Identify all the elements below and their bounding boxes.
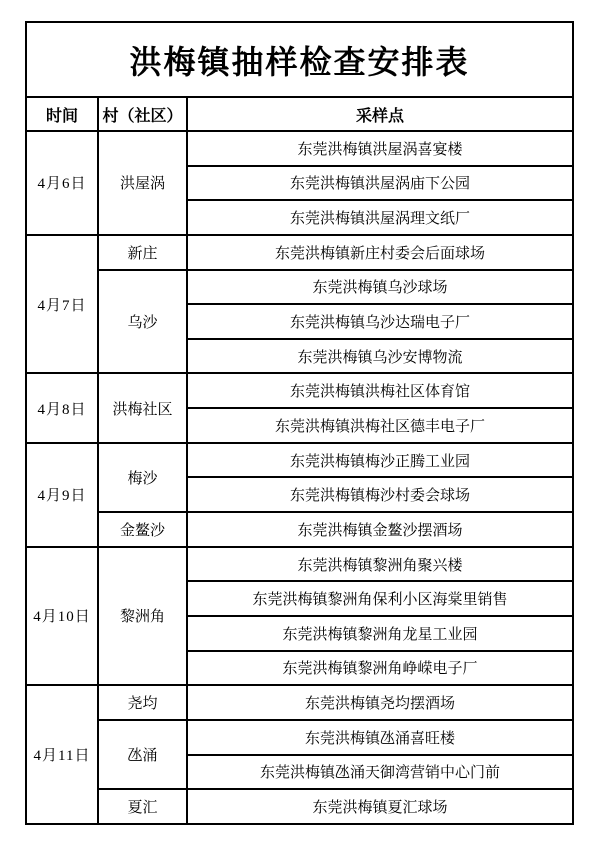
village-cell: 夏汇 <box>98 789 187 824</box>
date-cell: 4月8日 <box>26 373 98 442</box>
table-row <box>26 512 573 547</box>
village-cell: 黎洲角 <box>98 547 187 686</box>
sampling-point-cell: 东莞洪梅镇洪梅社区体育馆 <box>187 373 573 408</box>
table-row <box>26 131 573 166</box>
village-cell: 金鳌沙 <box>98 512 187 547</box>
sampling-point-cell: 东莞洪梅镇尧均摆酒场 <box>187 685 573 720</box>
table-row <box>26 547 573 582</box>
sampling-schedule-table <box>25 21 574 825</box>
date-cell: 4月10日 <box>26 547 98 686</box>
sampling-point-cell: 东莞洪梅镇乌沙球场 <box>187 270 573 305</box>
village-cell: 乌沙 <box>98 270 187 374</box>
sampling-point-cell: 东莞洪梅镇金鳌沙摆酒场 <box>187 512 573 547</box>
col-header-village: 村（社区） <box>98 97 187 131</box>
table-row <box>26 443 573 478</box>
table-row <box>26 270 573 305</box>
page-title: 洪梅镇抽样检查安排表 <box>26 22 573 97</box>
sampling-point-cell: 东莞洪梅镇梅沙村委会球场 <box>187 477 573 512</box>
table-header-row <box>26 97 573 131</box>
table-row <box>26 685 573 720</box>
village-cell: 氹涌 <box>98 720 187 789</box>
sampling-point-cell: 东莞洪梅镇黎洲角龙星工业园 <box>187 616 573 651</box>
sampling-point-cell: 东莞洪梅镇黎洲角聚兴楼 <box>187 547 573 582</box>
village-cell: 洪梅社区 <box>98 373 187 442</box>
sampling-point-cell: 东莞洪梅镇黎洲角保利小区海棠里销售 <box>187 581 573 616</box>
sampling-point-cell: 东莞洪梅镇黎洲角峥嵘电子厂 <box>187 651 573 686</box>
table-title-row <box>26 22 573 97</box>
sampling-point-cell: 东莞洪梅镇乌沙安博物流 <box>187 339 573 374</box>
sampling-point-cell: 东莞洪梅镇洪屋涡庙下公园 <box>187 166 573 201</box>
sampling-point-cell: 东莞洪梅镇洪屋涡喜宴楼 <box>187 131 573 166</box>
date-cell: 4月11日 <box>26 685 98 824</box>
sampling-point-cell: 东莞洪梅镇氹涌喜旺楼 <box>187 720 573 755</box>
village-cell: 洪屋涡 <box>98 131 187 235</box>
col-header-sampling-point: 采样点 <box>187 97 573 131</box>
table-row <box>26 373 573 408</box>
village-cell: 尧均 <box>98 685 187 720</box>
date-cell: 4月6日 <box>26 131 98 235</box>
village-cell: 梅沙 <box>98 443 187 512</box>
table-row <box>26 235 573 270</box>
date-cell: 4月9日 <box>26 443 98 547</box>
sampling-point-cell: 东莞洪梅镇新庄村委会后面球场 <box>187 235 573 270</box>
sampling-point-cell: 东莞洪梅镇洪梅社区德丰电子厂 <box>187 408 573 443</box>
sampling-point-cell: 东莞洪梅镇氹涌天御湾营销中心门前 <box>187 755 573 790</box>
table-row <box>26 789 573 824</box>
date-cell: 4月7日 <box>26 235 98 374</box>
col-header-time: 时间 <box>26 97 98 131</box>
sampling-point-cell: 东莞洪梅镇乌沙达瑞电子厂 <box>187 304 573 339</box>
sampling-point-cell: 东莞洪梅镇夏汇球场 <box>187 789 573 824</box>
table-row <box>26 720 573 755</box>
sampling-point-cell: 东莞洪梅镇洪屋涡理文纸厂 <box>187 200 573 235</box>
sampling-point-cell: 东莞洪梅镇梅沙正腾工业园 <box>187 443 573 478</box>
village-cell: 新庄 <box>98 235 187 270</box>
